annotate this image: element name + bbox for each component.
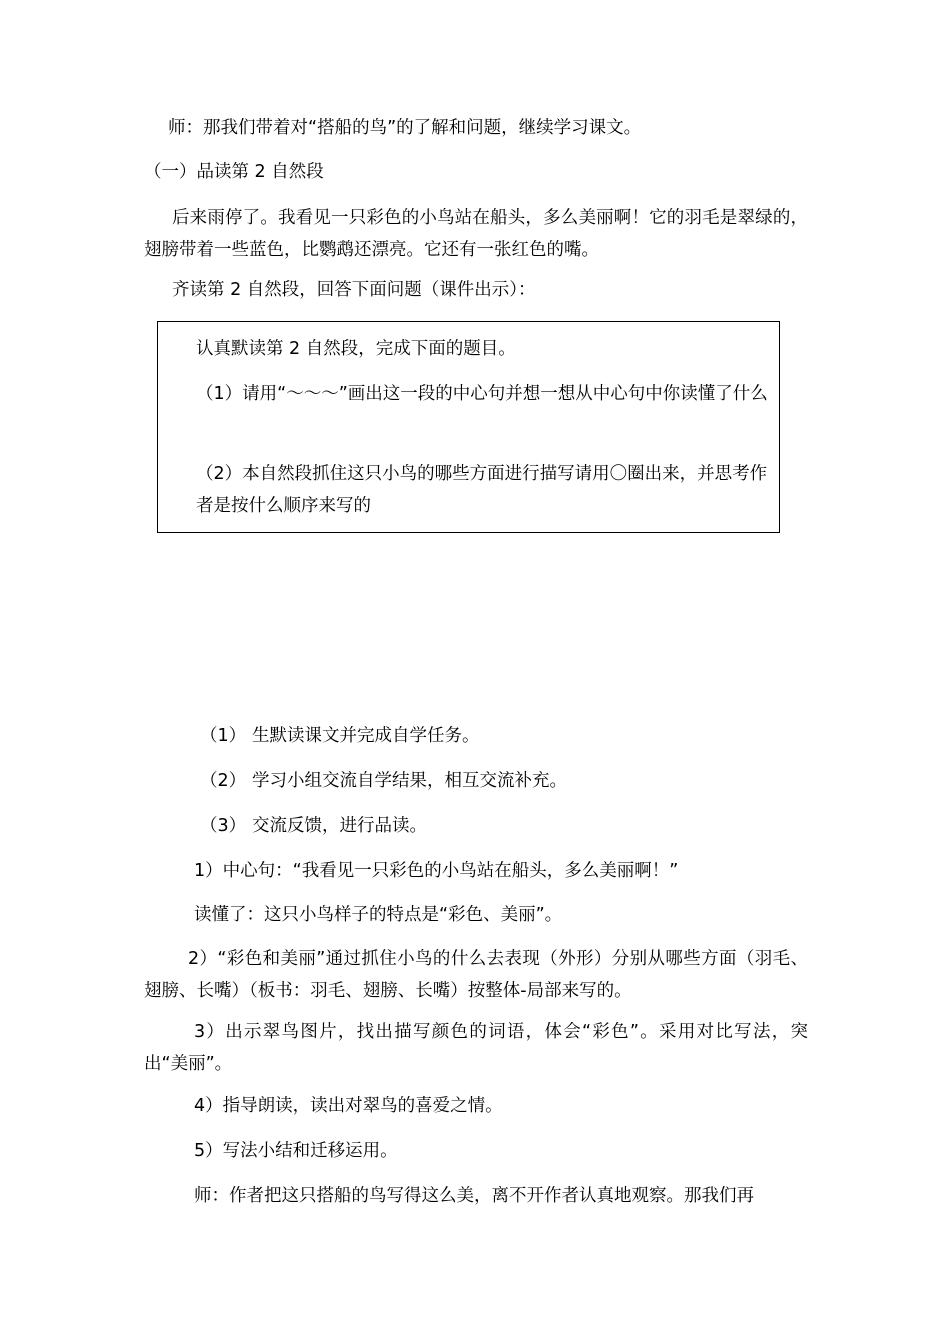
task-question-1: （1）请用“～～～”画出这一段的中心句并想一想从中心句中你读懂了什么	[196, 384, 768, 404]
point-4: 4）指导朗读，读出对翠鸟的喜爱之情。	[194, 1096, 503, 1116]
step-text: 学习小组交流自学结果，相互交流补充。	[252, 771, 567, 791]
teacher-line: 师：作者把这只搭船的鸟写得这么美，离不开作者认真地观察。那我们再	[194, 1186, 754, 1206]
step-text: 生默读课文并完成自学任务。	[252, 726, 480, 746]
task-box	[157, 321, 780, 533]
point-2: 2）“彩色和美丽”通过抓住小鸟的什么去表现（外形）分别从哪些方面（羽毛、翅膀、长嘴）（板书：羽毛、翅膀、长嘴）按整体-局部来写的。	[144, 949, 808, 1001]
point-3: 3）出示翠鸟图片，找出描写颜色的词语，体会“彩色”。采用对比写法，突出“美丽”。	[144, 1022, 808, 1074]
step-number: （2）	[200, 771, 247, 791]
task-question-2: （2）本自然段抓住这只小鸟的哪些方面进行描写请用〇圈出来，并思考作者是按什么顺序来写的	[196, 464, 768, 516]
step-text: 交流反馈，进行品读。	[252, 816, 427, 836]
passage-paragraph: 后来雨停了。我看见一只彩色的小鸟站在船头，多么美丽啊！它的羽毛是翠绿的，翅膀带着一些蓝色，比鹦鹉还漂亮。它还有一张红色的嘴。	[144, 208, 808, 260]
step-item	[200, 720, 480, 752]
step-item	[200, 765, 567, 797]
task-box-title: 认真默读第 2 自然段，完成下面的题目。	[196, 339, 516, 359]
step-number: （1）	[200, 726, 247, 746]
intro-line: 师：那我们带着对“搭船的鸟”的了解和问题，继续学习课文。	[168, 118, 642, 138]
point-1: 1）中心句：“我看见一只彩色的小鸟站在船头，多么美丽啊！”	[194, 861, 679, 881]
step-number: （3）	[200, 816, 247, 836]
point-5: 5）写法小结和迁移运用。	[194, 1141, 398, 1161]
instruction-line: 齐读第 2 自然段，回答下面问题（课件出示）：	[172, 280, 536, 300]
section-heading: （一）品读第 2 自然段	[144, 162, 324, 182]
point-1-note: 读懂了：这只小鸟样子的特点是“彩色、美丽”。	[194, 905, 563, 925]
step-item	[200, 810, 427, 842]
